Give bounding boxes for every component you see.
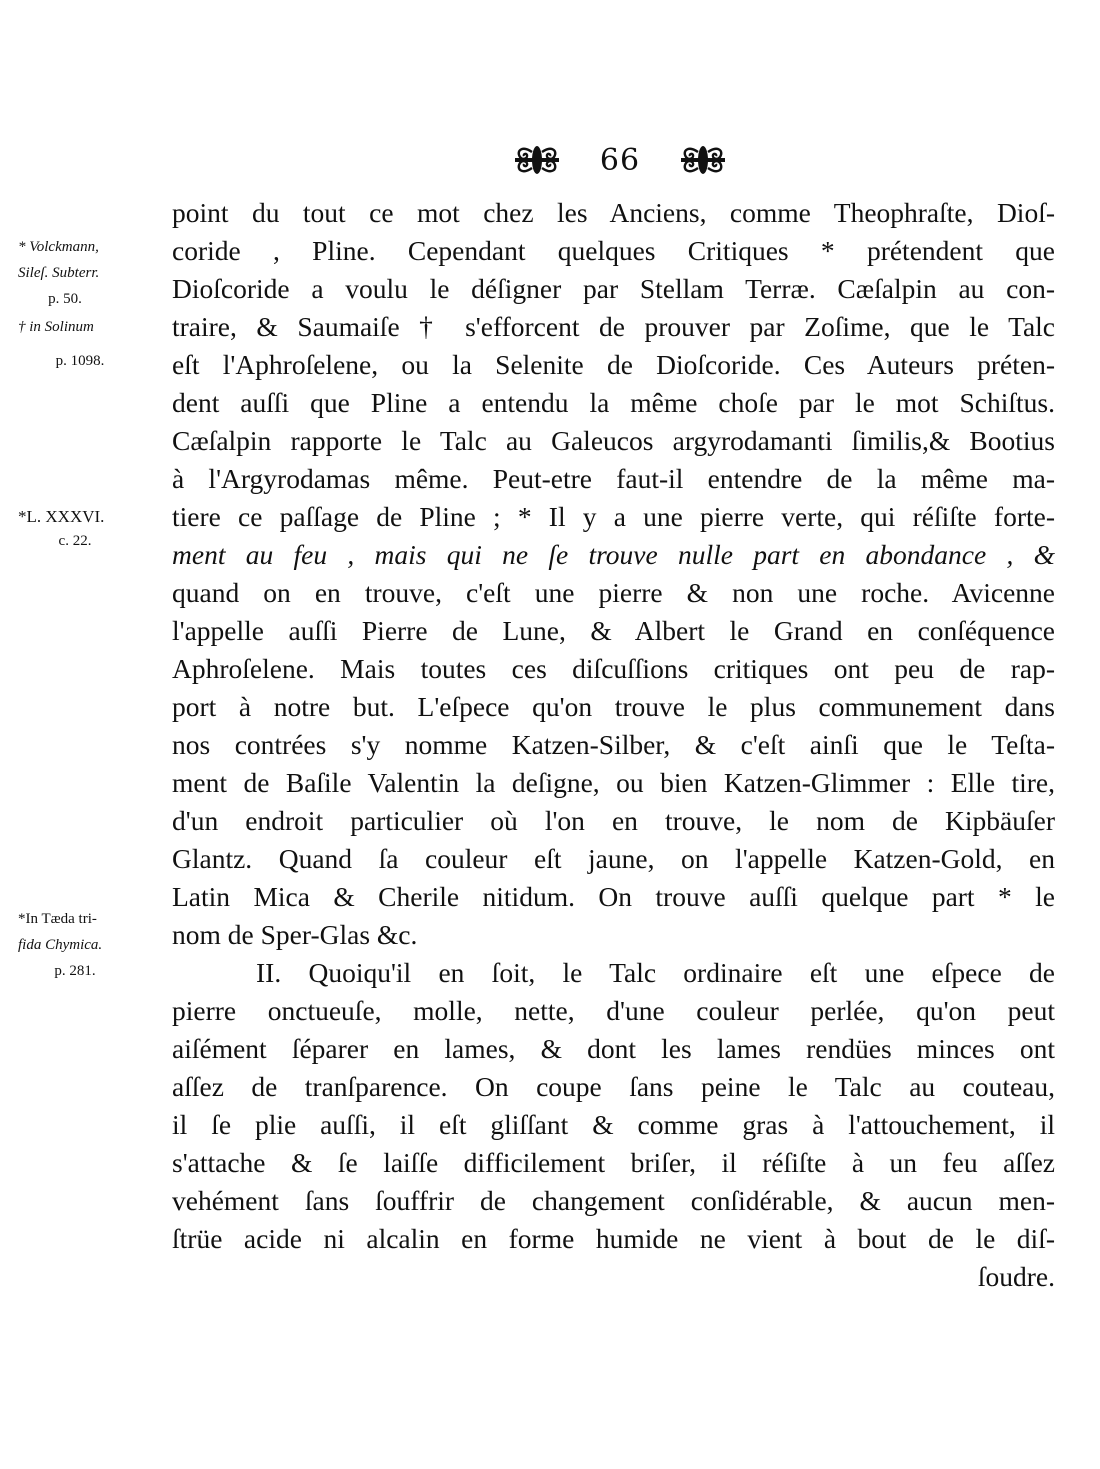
body-line: Latin Mica & Cherile nitidum. On trouve auſſi quelque part * le: [172, 881, 1055, 912]
body-line: ſtrüe acide ni alcalin en forme humide ne vient à bout de le diſ-: [172, 1223, 1055, 1254]
body-line: coride , Pline. Cependant quelques Critiques * prétendent que: [172, 235, 1055, 266]
body-line: aſſez de tranſparence. On coupe ſans peine le Talc au couteau,: [172, 1071, 1055, 1102]
body-line: d'un endroit particulier où l'on en trouve, le nom de Kipbäuſer: [172, 805, 1055, 836]
margin-note: p. 281.: [54, 963, 96, 979]
body-line: Aphroſelene. Mais toutes ces diſcuſſions critiques ont peu de rap-: [172, 653, 1055, 684]
margin-note: p. 50.: [48, 291, 82, 307]
body-line: eſt l'Aphroſelene, ou la Selenite de Dioſcoride. Ces Auteurs préten-: [172, 349, 1055, 380]
margin-note: p. 1098.: [55, 353, 105, 369]
body-line: nom de Sper-Glas &c.: [172, 919, 418, 950]
body-line: Dioſcoride a voulu le déſigner par Stellam Terræ. Cæſalpin au con-: [172, 273, 1055, 304]
fleuron-ornament-right-icon: [680, 143, 726, 177]
fleuron-ornament-left-icon: [514, 143, 560, 177]
margin-note: c. 22.: [58, 533, 92, 549]
body-line: quand on en trouve, c'eſt une pierre & non une roche. Avicenne: [172, 577, 1055, 608]
page-header: [480, 138, 760, 182]
margin-note: fida Chymica.: [18, 937, 103, 953]
body-line: il ſe plie auſſi, il eſt gliſſant & comme gras à l'attouchement, il: [172, 1109, 1055, 1140]
body-line: traire, & Saumaiſe † s'efforcent de prouver par Zoſime, que le Talc: [172, 311, 1055, 342]
page-number: 66: [599, 142, 641, 178]
body-line: ment de Baſile Valentin la deſigne, ou bien Katzen-Glimmer : Elle tire,: [172, 767, 1055, 798]
paragraph-start-line: II. Quoiqu'il en ſoit, le Talc ordinaire eſt une eſpece de: [256, 957, 1055, 988]
margin-note: † in Solinum: [18, 319, 94, 335]
body-line: Cæſalpin rapporte le Talc au Galeucos argyrodamanti ſimilis,& Bootius: [172, 425, 1055, 456]
margin-note: *In Tæda tri-: [18, 911, 97, 927]
body-line: vehément ſans ſouffrir de changement conſidérable, & aucun men-: [172, 1185, 1055, 1216]
margin-note: Sileſ. Subterr.: [18, 265, 100, 281]
body-line: dent auſſi que Pline a entendu la même choſe par le mot Schiſtus.: [172, 387, 1055, 418]
body-line: Glantz. Quand ſa couleur eſt jaune, on l'appelle Katzen-Gold, en: [172, 843, 1055, 874]
body-line: tiere ce paſſage de Pline ; * Il y a une pierre verte, qui réſiſte forte-: [172, 501, 1055, 532]
margin-note: * Volckmann,: [18, 239, 99, 255]
body-line: à l'Argyrodamas même. Peut-etre faut-il entendre de la même ma-: [172, 463, 1055, 494]
body-line: s'attache & ſe laiſſe difficilement briſer, il réſiſte à un feu aſſez: [172, 1147, 1055, 1178]
body-line: port à notre but. L'eſpece qu'on trouve le plus communement dans: [172, 691, 1055, 722]
margin-note: *L. XXXVI.: [18, 507, 105, 526]
body-line: ment au feu , mais qui ne ſe trouve nulle part en abondance , &: [172, 539, 1055, 570]
body-line: aiſément ſéparer en lames, & dont les lames rendües minces ont: [172, 1033, 1055, 1064]
body-line: pierre onctueuſe, molle, nette, d'une couleur perlée, qu'on peut: [172, 995, 1055, 1026]
body-line: point du tout ce mot chez les Anciens, comme Theophraſte, Dioſ-: [172, 197, 1055, 228]
body-line: l'appelle auſſi Pierre de Lune, & Albert le Grand en conſéquence: [172, 615, 1055, 646]
body-line: ſoudre.: [977, 1261, 1055, 1292]
body-line: nos contrées s'y nomme Katzen-Silber, & c'eſt ainſi que le Teſta-: [172, 729, 1055, 760]
